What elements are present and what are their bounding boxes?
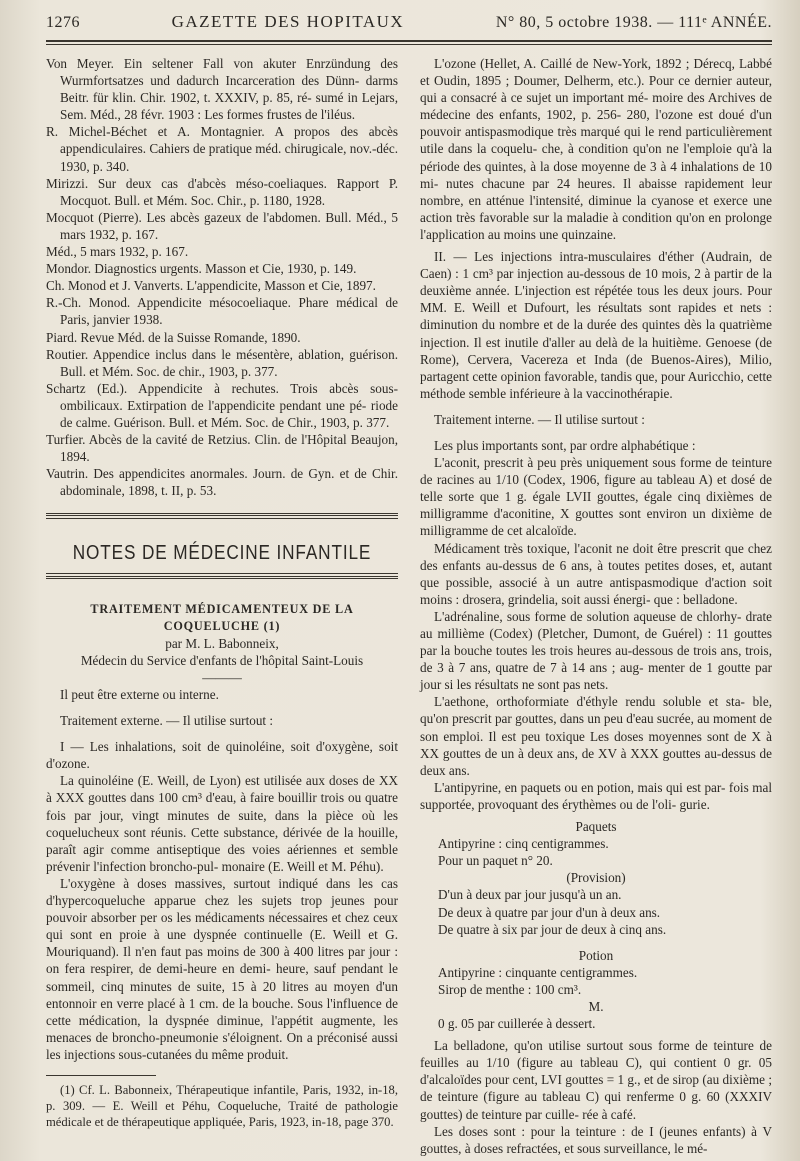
reference: Routier. Appendice inclus dans le mésentère, ablation, guérison. Bull. et Mém. Soc. de chir., 1903, p. 377. bbox=[46, 346, 398, 379]
running-header bbox=[46, 12, 772, 38]
left-column bbox=[46, 55, 398, 1157]
reference: Ch. Monod et J. Vanverts. L'appendicite, Masson et Cie, 1897. bbox=[46, 278, 376, 294]
footnote: (1) Cf. L. Babonneix, Thérapeutique infantile, Paris, 1932, in-18, p. 309. — E. Weill et Péhu, Coqueluche, Traité de pathologie médicale et de thérapeutique appliquée, Paris, 1923, in-18, page 370. bbox=[46, 1082, 398, 1129]
issue-info: N° 80, 5 octobre 1938. — 111ᵉ ANNÉE. bbox=[495, 14, 772, 31]
section-title: NOTES DE MÉDECINE INFANTILE bbox=[72, 542, 372, 565]
article-author: par M. L. Babonneix, bbox=[165, 635, 279, 651]
reference: Turfier. Abcès de la cavité de Retzius. Clin. de l'Hôpital Beaujon, 1894. bbox=[46, 432, 398, 465]
reference: Mondor. Diagnostics urgents. Masson et Cie, 1930, p. 149. bbox=[46, 261, 357, 277]
header-rule-thin bbox=[46, 44, 772, 45]
reference: Piard. Revue Méd. de la Suisse Romande, 1890. bbox=[46, 329, 301, 345]
prescription-line: De deux à quatre par jour d'un à deux ans. bbox=[438, 904, 661, 920]
prescription-line: Pour un paquet n° 20. bbox=[438, 853, 553, 869]
prescription-line: (Provision) bbox=[566, 870, 626, 886]
paragraph-belladone: La belladone, qu'on utilise surtout sous forme de teinture de feuilles au 1/10 (figure au tableau C), qui contient 0 gr. 05 d'alcaloïdes pour cent, LVI gouttes = 1 g., et de sirop (au dixième ; de teinture (figure au tableau C) qui renferme 0 g. 60 (XXXIV gouttes) de teinture par cuille- rée à café. bbox=[420, 1038, 772, 1122]
prescription-line: Antipyrine : cinq centigrammes. bbox=[438, 836, 609, 852]
article-title: TRAITEMENT MÉDICAMENTEUX DE LA COQUELUCHE (1) bbox=[90, 601, 354, 633]
prescription-heading-potion: Potion bbox=[578, 947, 614, 963]
paragraph-inhalations: I — Les inhalations, soit de quinoléine, soit d'oxygène, soit d'ozone. bbox=[46, 739, 398, 772]
paragraph-quinoleine: La quinoléine (E. Weill, de Lyon) est utilisée aux doses de XX à XXX gouttes dans 100 cm³ d'eau, à faire bouillir trois ou quatre fois par jour, vingt minutes de suite, dans la pièce où les coquelucheux sont réunis. Cette substance, dérivée de la houille, paraît agir comme antiseptique des voies aériennes et semble prévenir l'infection broncho-pul- monaire (E. Weill et M. Péhu). bbox=[46, 773, 398, 874]
reference: R.-Ch. Monod. Appendicite mésocoeliaque. Phare médical de Paris, janvier 1938. bbox=[46, 295, 398, 328]
paragraph-antipyrine: L'antipyrine, en paquets ou en potion, mais qui est par- fois mal supportée, provoquant des érythèmes ou de l'oli- gurie. bbox=[420, 779, 772, 812]
section-rule-bottom bbox=[46, 573, 398, 579]
paragraph-doses: Les doses sont : pour la teinture : de I (jeunes enfants) à V gouttes, à doses refractées, et sous surveillance, le mé- bbox=[420, 1123, 772, 1156]
reference: Méd., 5 mars 1932, p. 167. bbox=[46, 244, 189, 260]
paragraph-intro: Il peut être externe ou interne. bbox=[60, 687, 219, 702]
prescription-line: Antipyrine : cinquante centigrammes. bbox=[438, 964, 638, 980]
paragraph-adrenaline: L'adrénaline, sous forme de solution aqueuse de chlorhy- drate au millième (Codex) (Pletcher, Dumont, de Guérel) : 11 gouttes par la bouche toutes les trois heures au-dessous de trois ans, trois, de 3 à 7 ans, quatre de 7 à 14 ans ; aug- menter de 1 goutte par jour si les résultats ne sont pas nets. bbox=[420, 608, 772, 693]
paragraph-aethone: L'aethone, orthoformiate d'éthyle rendu soluble et sta- ble, qu'on prescrit par gouttes, dans un peu d'eau sucrée, au moment de son emploi. Il est peu toxique Les doses moyennes sont de X à XX gouttes de un à deux ans, de XV à XXX gouttes au-dessus de deux ans. bbox=[420, 694, 772, 778]
paragraph-ether: II. — Les injections intra-musculaires d'éther (Audrain, de Caen) : 1 cm³ par injection au-dessous de 10 mois, 2 à partir de la deuxième année. L'injection est répétée tous les deux jours. Pour MM. E. Weill et Dufourt, les résultats sont rapides et nets : diminution du nombre et de la durée des quintes dès la quatrième injection. Il est inutile d'aller au delà de la huitième. Genoese (de Rome), Cervera, Vacereza et Inda (de Buenos-Aires), Milio, partagent cette opinion favorable, tandis que, pour Auricchio, cette méthode semble inférieure à la vaccinothérapie. bbox=[420, 249, 772, 401]
reference: Mirizzi. Sur deux cas d'abcès méso-coeliaques. Rapport P. Mocquot. Bull. et Mém. Soc. Chir., p. 1180, 1928. bbox=[46, 175, 398, 208]
paragraph-oxygene: L'oxygène à doses massives, surtout indiqué dans les cas d'hypercoqueluche apparue chez les sujets trop jeunes pour pouvoir absorber per os les médicaments nécessaires et chez ceux qui sont en proie à une dyspnée continuelle (E. Weill et G. Mouriquand). Il n'en faut pas moins de 300 à 400 litres par jour : on fera respirer, de demi-heure en demi- heure, sauf pendant le sommeil, cinq minutes de suite, 15 à 20 litres au moyen d'un entonnoir en verre placé à 1 cm. de la bouche. Sous l'influence de cette médication, la dyspnée diminue, l'appétit augmente, les menaces de broncho-pneumonie s'éloignent. On a préconisé aussi les injections sous-cutanées du même produit. bbox=[46, 875, 398, 1062]
reference: Vautrin. Des appendicites anormales. Journ. de Gyn. et de Chir. abdominale, 1898, t. II, p. 53. bbox=[46, 466, 398, 499]
reference: R. Michel-Béchet et A. Montagnier. A propos des abcès appendiculaires. Cahiers de pratique méd. chirugicale, nov.-déc. 1930, p. 340. bbox=[46, 124, 398, 174]
title-separator: ——— bbox=[202, 669, 242, 685]
prescription-heading-paquets: Paquets bbox=[575, 819, 617, 835]
paragraph-aconit: L'aconit, prescrit à peu près uniquement sous forme de teinture de racines au 1/10 (Codex, 1906, figure au tableau A) et dosé de telle sorte que 1 g. égale LVII gouttes, égale cinq dixièmes de milligramme d'aconitine, X gouttes sont environ un dixième de milligramme de cet alcaloïde. bbox=[420, 455, 772, 539]
prescription-line: Sirop de menthe : 100 cm³. bbox=[438, 981, 582, 997]
reference: Von Meyer. Ein seltener Fall von akuter Enrzündung des Wurmfortsatzes und dadurch Incarceration des Dünn- darms Beitr. für klin. Chir. 1902, t. XXXIV, p. 85, ré- sumé in Lejars, Sem. Méd., 28 févr. 1903 : Les formes frustes de l'iléus. bbox=[46, 56, 398, 123]
paragraph-ozone: L'ozone (Hellet, A. Caillé de New-York, 1892 ; Dérecq, Labbé et Oudin, 1895 ; Doumer, Delherm, etc.). Pour ce dernier auteur, qui a consacré à ce sujet un important mé- moire des Archives de médecine des enfants, 1902, p. 256- 280, l'ozone est doué d'un pouvoir antispasmodique très marqué qui le rend particulièrement utile dans la coquelu- che, à condition qu'on ne l'emploie qu'à la période des quintes, à la dose moyenne de 3 à 4 inhalations de 10 mi- nutes chacune par 24 heures. Il abaisse rapidement leur nombre, en atténue l'intensité, diminue la cyanose et exerce une action très favorable sur la maladie à condition qu'on en prolonge l'application au moins une quinzaine. bbox=[420, 56, 772, 242]
heading-traitement-externe: Traitement externe. — Il utilise surtout : bbox=[60, 713, 274, 729]
journal-title: GAZETTE DES HOPITAUX bbox=[171, 12, 405, 31]
reference: Schartz (Ed.). Appendicite à rechutes. Trois abcès sous- ombilicaux. Extirpation de l'appendicite pendant une pé- riode de calme. Guérison. Bull. et Mém. Soc. de Chir., 1903, p. 377. bbox=[46, 380, 398, 430]
text-columns bbox=[46, 55, 772, 1157]
paragraph-alphabetique: Les plus importants sont, par ordre alphabétique : bbox=[434, 437, 696, 453]
footnote-rule bbox=[46, 1075, 156, 1076]
right-column bbox=[420, 55, 772, 1157]
prescription-line: De quatre à six par jour de deux à cinq ans. bbox=[438, 921, 667, 937]
header-rule bbox=[46, 40, 772, 42]
reference: Mocquot (Pierre). Les abcès gazeux de l'abdomen. Bull. Méd., 5 mars 1932, p. 167. bbox=[46, 209, 398, 242]
page-number: 1276 bbox=[46, 14, 80, 31]
author-affiliation: Médecin du Service d'enfants de l'hôpital Saint-Louis bbox=[80, 652, 364, 668]
prescription-line: M. bbox=[588, 998, 604, 1014]
paragraph-aconit-toxic: Médicament très toxique, l'aconit ne doit être prescrit que chez des enfants au-dessus de 6 ans, à toutes petites doses, et, autant que possible, associé à un autre antispasmodique d'action soit moins : drosera, grindelia, soit aussi énergi- que : belladone. bbox=[420, 540, 772, 607]
prescription-line: D'un à deux par jour jusqu'à un an. bbox=[438, 887, 622, 903]
heading-traitement-interne: Traitement interne. — Il utilise surtout : bbox=[434, 411, 645, 427]
prescription-line: 0 g. 05 par cuillerée à dessert. bbox=[438, 1016, 596, 1032]
section-rule-top bbox=[46, 513, 398, 519]
